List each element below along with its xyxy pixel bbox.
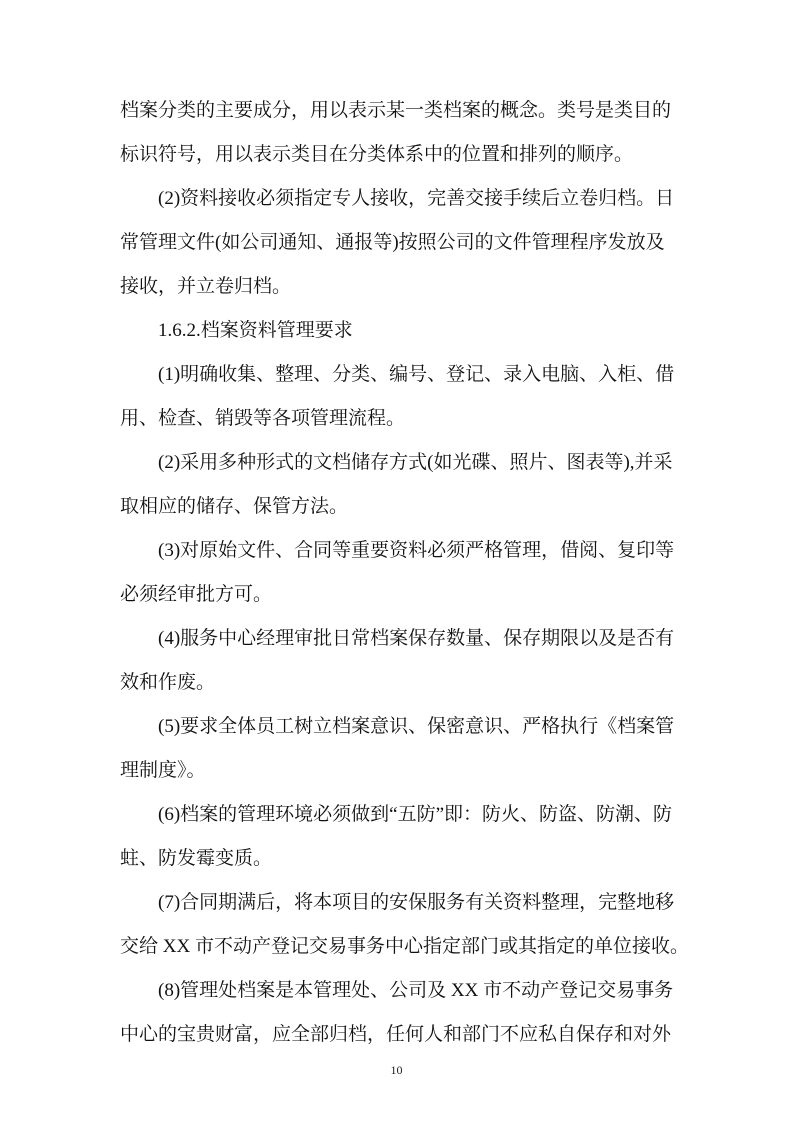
text-line: 理制度》。 (120, 760, 206, 781)
text-line: 用、检查、销毁等各项管理流程。 (120, 408, 406, 429)
text-line: (3)对原始文件、合同等重要资料必须严格管理，借阅、复印等 (158, 540, 675, 561)
text-line: 取相应的储存、保管方法。 (120, 496, 349, 517)
text-line: 常管理文件(如公司通知、通报等)按照公司的文件管理程序发放及 (120, 232, 665, 253)
text-line: 效和作废。 (120, 672, 216, 693)
text-line: 1.6.2.档案资料管理要求 (158, 320, 353, 341)
text-line: 中心的宝贵财富，应全部归档，任何人和部门不应私自保存和对外 (120, 1024, 672, 1045)
text-line: 档案分类的主要成分，用以表示某一类档案的概念。类号是类目的 (120, 100, 672, 121)
text-line: (2)资料接收必须指定专人接收，完善交接手续后立卷归档。日 (158, 188, 675, 209)
text-line: (7)合同期满后，将本项目的安保服务有关资料整理，完整地移 (158, 892, 675, 913)
text-line: 交给 XX 市不动产登记交易事务中心指定部门或其指定的单位接收。 (120, 936, 689, 957)
text-line: (2)采用多种形式的文档储存方式(如光碟、照片、图表等),并采 (158, 452, 673, 473)
text-line: (5)要求全体员工树立档案意识、保密意识、严格执行《档案管 (158, 716, 675, 737)
body-text (120, 89, 689, 1057)
text-line: 接收，并立卷归档。 (120, 276, 292, 297)
text-line: (8)管理处档案是本管理处、公司及 XX 市不动产登记交易事务 (158, 980, 674, 1001)
text-line: (1)明确收集、整理、分类、编号、登记、录入电脑、入柜、借 (158, 364, 675, 385)
page-number: 10 (390, 1063, 403, 1077)
text-line: 标识符号，用以表示类目在分类体系中的位置和排列的顺序。 (120, 144, 634, 165)
text-line: 蛀、防发霉变质。 (120, 848, 273, 869)
text-line: 必须经审批方可。 (120, 584, 273, 605)
text-line: (6)档案的管理环境必须做到“五防”即：防火、防盗、防潮、防 (158, 804, 673, 825)
text-line: (4)服务中心经理审批日常档案保存数量、保存期限以及是否有 (158, 628, 675, 649)
